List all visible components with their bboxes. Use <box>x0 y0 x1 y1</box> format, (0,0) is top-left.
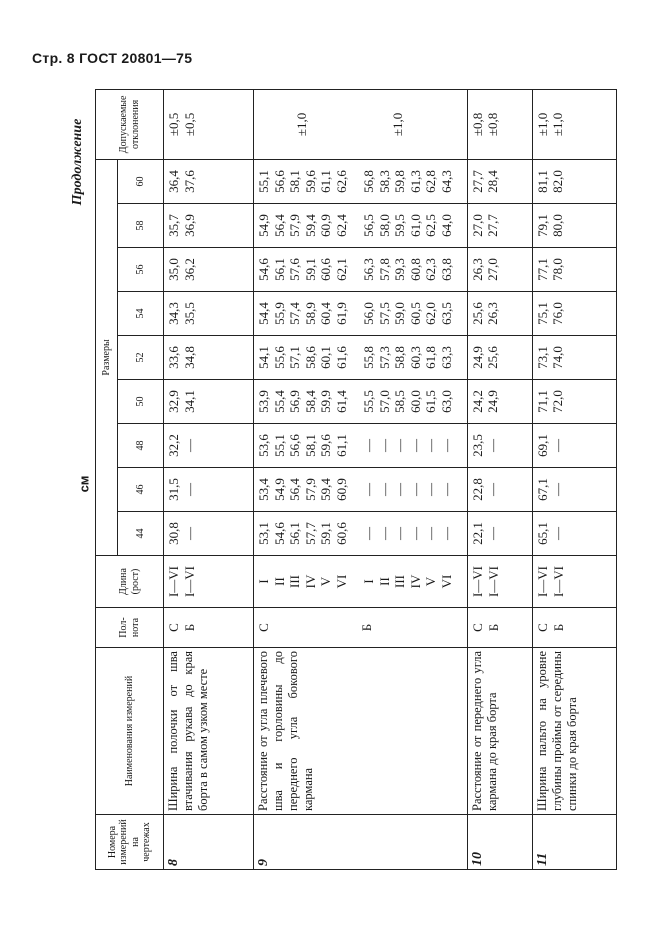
length-cell: I—VI I—VI <box>532 556 616 608</box>
fullness-cell: С Б <box>532 608 616 648</box>
value-cell: 53,9 55,4 56,9 58,4 59,9 61,4 55,5 57,0 58,5 60,0 61,5 63,0 <box>254 380 467 424</box>
value-cell: 75,1 76,0 <box>532 292 616 336</box>
fullness-cell: С Б <box>254 608 467 648</box>
tolerance-cell: ±1,0 ±1,0 <box>254 89 467 159</box>
value-cell: 55,1 56,6 58,1 59,6 61,1 62,6 56,8 58,3 59,8 61,3 62,8 64,3 <box>254 159 467 203</box>
measurement-name: Расстояние от переднего угла кармана до края борта <box>467 648 532 815</box>
value-cell: 71,1 72,0 <box>532 380 616 424</box>
value-cell: 54,9 56,4 57,9 59,4 60,9 62,4 56,5 58,0 59,5 61,0 62,5 64,0 <box>254 204 467 248</box>
fullness-cell: С Б <box>467 608 532 648</box>
value-cell: 33,6 34,8 <box>164 336 254 380</box>
col-header-tolerance: Допускаемые отклонения <box>96 89 164 159</box>
value-cell: 79,1 80,0 <box>532 204 616 248</box>
tolerance-cell: ±0,8 ±0,8 <box>467 89 532 159</box>
row-number: 10 <box>467 815 532 870</box>
col-header-sizes: Размеры <box>96 159 118 555</box>
measurements-table <box>95 89 617 870</box>
length-cell: I II III IV V VI I II III IV V VI <box>254 556 467 608</box>
value-cell: 54,1 55,6 57,1 58,6 60,1 61,6 55,8 57,3 58,8 60,3 61,8 63,3 <box>254 336 467 380</box>
row-number: 9 <box>254 815 467 870</box>
tolerance-cell: ±1,0 ±1,0 <box>532 89 616 159</box>
col-header-name: Наименования измерений <box>96 648 164 815</box>
value-cell: 27,0 27,7 <box>467 204 532 248</box>
rotated-table-wrapper <box>95 90 617 870</box>
value-cell: 65,1 — <box>532 512 616 556</box>
size-col-header: 54 <box>118 292 164 336</box>
value-cell: 53,1 54,6 56,1 57,7 59,1 60,6 — — — — — — <box>254 512 467 556</box>
measurement-name: Ширина полочки от шва втачивания рукава до края борта в самом узком месте <box>164 648 254 815</box>
value-cell: 26,3 27,0 <box>467 248 532 292</box>
page-header: Стр. 8 ГОСТ 20801—75 <box>32 50 193 66</box>
value-cell: 67,1 — <box>532 468 616 512</box>
value-cell: 25,6 26,3 <box>467 292 532 336</box>
row-number: 8 <box>164 815 254 870</box>
value-cell: 81,1 82,0 <box>532 159 616 203</box>
length-cell: I—VI I—VI <box>164 556 254 608</box>
continuation-label: Продолжение <box>70 118 85 206</box>
size-col-header: 46 <box>118 468 164 512</box>
value-cell: 30,8 — <box>164 512 254 556</box>
row-number: 11 <box>532 815 616 870</box>
value-cell: 34,3 35,5 <box>164 292 254 336</box>
value-cell: 22,8 — <box>467 468 532 512</box>
length-cell: I—VI I—VI <box>467 556 532 608</box>
size-col-header: 48 <box>118 424 164 468</box>
value-cell: 53,6 55,1 56,6 58,1 59,6 61,1 — — — — — — <box>254 424 467 468</box>
value-cell: 32,9 34,1 <box>164 380 254 424</box>
value-cell: 73,1 74,0 <box>532 336 616 380</box>
col-header-length: Длина (рост) <box>96 556 164 608</box>
measurement-name: Расстояние от угла плечевого шва и горловины до переднего угла бокового кармана <box>254 648 467 815</box>
value-cell: 53,4 54,9 56,4 57,9 59,4 60,9 — — — — — — <box>254 468 467 512</box>
table-row <box>254 89 467 869</box>
table-row <box>532 89 616 869</box>
table-row <box>164 89 254 869</box>
col-header-fullness: Пол- нота <box>96 608 164 648</box>
size-col-header: 60 <box>118 159 164 203</box>
value-cell: 23,5 — <box>467 424 532 468</box>
fullness-cell: С Б <box>164 608 254 648</box>
value-cell: 36,4 37,6 <box>164 159 254 203</box>
value-cell: 32,2 — <box>164 424 254 468</box>
value-cell: 22,1 — <box>467 512 532 556</box>
value-cell: 35,7 36,9 <box>164 204 254 248</box>
value-cell: 27,7 28,4 <box>467 159 532 203</box>
table-row <box>467 89 532 869</box>
size-col-header: 56 <box>118 248 164 292</box>
size-col-header: 52 <box>118 336 164 380</box>
value-cell: 54,4 55,9 57,4 58,9 60,4 61,9 56,0 57,5 59,0 60,5 62,0 63,5 <box>254 292 467 336</box>
value-cell: 24,2 24,9 <box>467 380 532 424</box>
value-cell: 31,5 — <box>164 468 254 512</box>
col-header-num: Номера измерений на чертежах <box>96 815 164 870</box>
size-col-header: 58 <box>118 204 164 248</box>
value-cell: 54,6 56,1 57,6 59,1 60,6 62,1 56,3 57,8 59,3 60,8 62,3 63,8 <box>254 248 467 292</box>
value-cell: 24,9 25,6 <box>467 336 532 380</box>
value-cell: 77,1 78,0 <box>532 248 616 292</box>
tolerance-cell: ±0,5 ±0,5 <box>164 89 254 159</box>
unit-label: см <box>76 475 92 493</box>
value-cell: 35,0 36,2 <box>164 248 254 292</box>
value-cell: 69,1 — <box>532 424 616 468</box>
size-col-header: 44 <box>118 512 164 556</box>
size-col-header: 50 <box>118 380 164 424</box>
measurement-name: Ширина пальто на уровне глубины проймы от середины спинки до края борта <box>532 648 616 815</box>
